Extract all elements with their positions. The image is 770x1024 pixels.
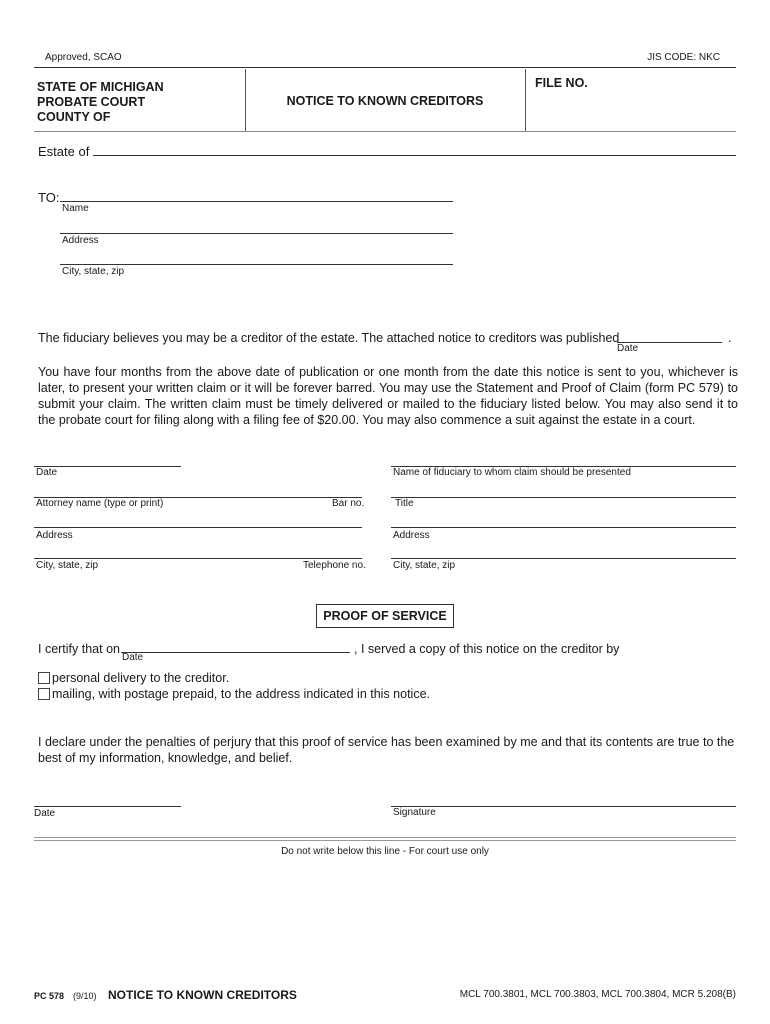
creditor-city-label: City, state, zip bbox=[62, 266, 125, 277]
personal-delivery-label: personal delivery to the creditor. bbox=[52, 671, 230, 685]
header-top-rule bbox=[34, 67, 736, 68]
fiduciary-address-field[interactable] bbox=[391, 527, 736, 528]
fiduciary-city-field[interactable] bbox=[391, 558, 736, 559]
personal-delivery-checkbox[interactable] bbox=[38, 672, 50, 684]
mailing-label: mailing, with postage prepaid, to the address indicated in this notice. bbox=[52, 687, 431, 701]
declaration-date-field[interactable] bbox=[34, 806, 181, 807]
publication-date-label: Date bbox=[617, 343, 639, 354]
bar-no-label: Bar no. bbox=[332, 498, 365, 509]
fiduciary-title-field[interactable] bbox=[391, 497, 736, 498]
to-label: TO: bbox=[38, 190, 60, 205]
telephone-label: Telephone no. bbox=[303, 560, 366, 571]
publication-statement: The fiduciary believes you may be a creditor of the estate. The attached notice to creditors was published bbox=[38, 331, 620, 345]
signature-label: Signature bbox=[393, 807, 436, 818]
court-name-line1: STATE OF MICHIGAN bbox=[37, 80, 164, 94]
file-no-label: FILE NO. bbox=[535, 76, 588, 90]
certify-text: I certify that on bbox=[38, 642, 120, 656]
court-use-rule-top bbox=[34, 837, 736, 838]
creditor-city-field[interactable] bbox=[60, 264, 453, 265]
court-use-notice: Do not write below this line - For court use only bbox=[281, 846, 489, 857]
attorney-address-label: Address bbox=[36, 530, 73, 541]
form-number: PC 578 bbox=[34, 991, 65, 1001]
declaration-date-label: Date bbox=[34, 808, 56, 819]
service-date-label: Date bbox=[122, 652, 144, 663]
court-county: COUNTY OF bbox=[37, 110, 111, 124]
form-revision: (9/10) bbox=[73, 991, 97, 1001]
proof-of-service-heading: PROOF OF SERVICE bbox=[316, 604, 454, 628]
perjury-declaration: I declare under the penalties of perjury that this proof of service has been examined by me and that its contents are true to the best of my information, knowledge, and belief. bbox=[38, 735, 735, 765]
notice-date-label: Date bbox=[36, 467, 58, 478]
estate-label: Estate of bbox=[38, 144, 90, 159]
signature-field[interactable] bbox=[391, 806, 736, 807]
fiduciary-city-label: City, state, zip bbox=[393, 560, 456, 571]
fiduciary-address-label: Address bbox=[393, 530, 430, 541]
statutory-citations: MCL 700.3801, MCL 700.3803, MCL 700.3804, MCR 5.208(B) bbox=[459, 989, 736, 1000]
attorney-name-label: Attorney name (type or print) bbox=[36, 498, 164, 509]
attorney-city-label: City, state, zip bbox=[36, 560, 99, 571]
fiduciary-title-label: Title bbox=[395, 498, 414, 509]
header-bottom-rule bbox=[34, 131, 736, 132]
creditor-address-label: Address bbox=[62, 235, 99, 246]
attorney-address-field[interactable] bbox=[34, 527, 362, 528]
header-divider-right bbox=[525, 69, 526, 131]
jis-code-label: JIS CODE: NKC bbox=[647, 52, 720, 63]
footer-title: NOTICE TO KNOWN CREDITORS bbox=[108, 988, 297, 1002]
service-date-field[interactable] bbox=[121, 652, 350, 653]
court-name-line2: PROBATE COURT bbox=[37, 95, 146, 109]
court-use-rule-bottom bbox=[34, 840, 736, 841]
publication-period: . bbox=[728, 331, 732, 345]
approved-label: Approved, SCAO bbox=[45, 52, 122, 63]
attorney-city-field[interactable] bbox=[34, 558, 362, 559]
creditor-address-field[interactable] bbox=[60, 233, 453, 234]
notice-paragraph: You have four months from the above date of publication or one month from the date this notice is sent to you, whichever is later, to present your written claim or it will be forever barred. You may use the Statement and Proof of Claim (form PC 579) to submit your claim. The written claim must be timely delivered or mailed to the fiduciary listed below. You may also send it to the probate court for filing along with a filing fee of $20.00. You may also commence a suit against the estate in a court. bbox=[38, 365, 738, 427]
served-text: , I served a copy of this notice on the creditor by bbox=[354, 642, 620, 656]
form-title: NOTICE TO KNOWN CREDITORS bbox=[286, 94, 484, 108]
estate-name-field[interactable] bbox=[93, 155, 736, 156]
fiduciary-name-label: Name of fiduciary to whom claim should be presented bbox=[393, 467, 631, 478]
creditor-name-field[interactable] bbox=[60, 201, 453, 202]
creditor-name-label: Name bbox=[62, 203, 89, 214]
mailing-checkbox[interactable] bbox=[38, 688, 50, 700]
